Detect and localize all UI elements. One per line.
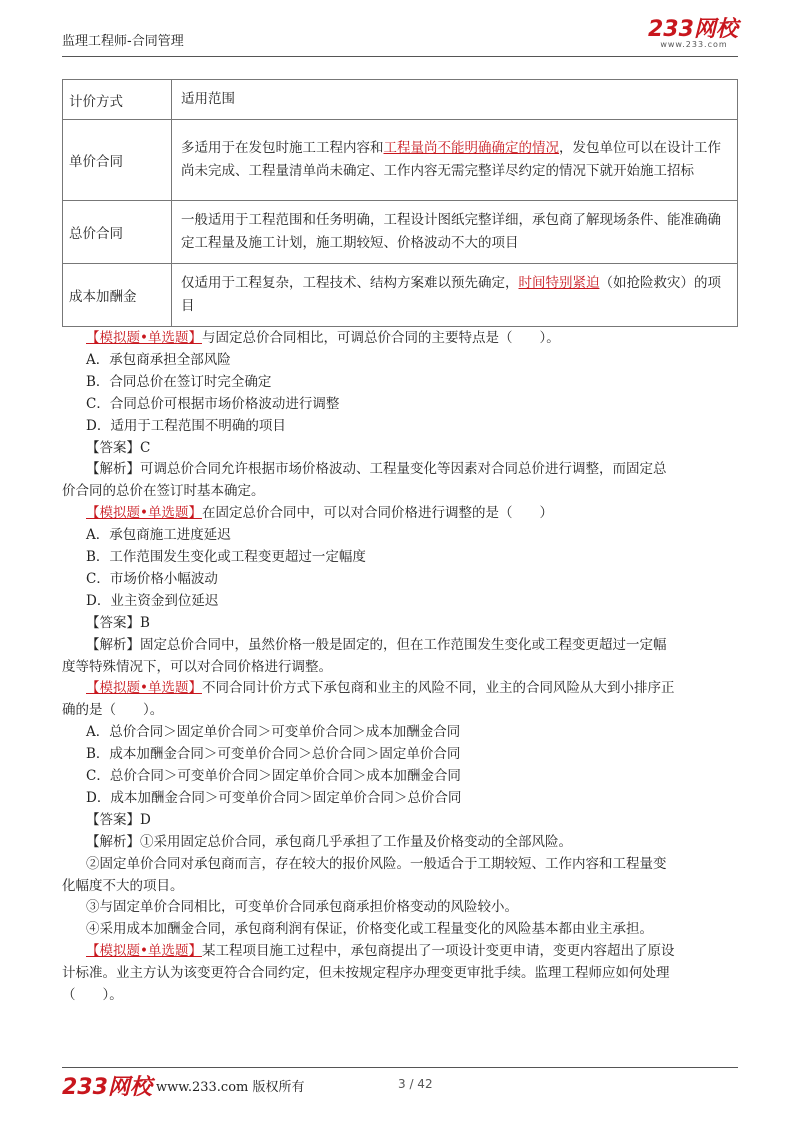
- question-tag: 【模拟题•单选题】: [86, 505, 202, 522]
- question-tag: 【模拟题•单选题】: [86, 680, 202, 697]
- text-line: [86, 545, 366, 565]
- brand-logo: [648, 18, 740, 54]
- text-line: [86, 830, 572, 850]
- text-line: [62, 983, 123, 1003]
- table-head-scope: 适用范围: [172, 80, 738, 120]
- line-text: 不同合同计价方式下承包商和业主的风险不同，业主的合同风险从大到小排序正: [201, 680, 675, 697]
- line-text: C．总价合同＞可变单价合同＞固定单价合同＞成本加酬金合同: [86, 768, 461, 784]
- row-content: 仅适用于工程复杂，工程技术、结构方案难以预先确定，时间特别紧迫（如抢险救灾）的项目: [172, 264, 738, 327]
- question-stem: [86, 326, 560, 346]
- line-text: 与固定总价合同相比，可调总价合同的主要特点是（ ）。: [201, 330, 560, 346]
- line-text: B．工作范围发生变化或工程变更超过一定幅度: [86, 549, 366, 565]
- row-label: 单价合同: [63, 120, 172, 201]
- line-text: 某工程项目施工过程中，承包商提出了一项设计变更申请，变更内容超出了原设: [201, 943, 675, 960]
- line-text: C．合同总价可根据市场价格波动进行调整: [86, 395, 340, 412]
- line-text: D．适用于工程范围不明确的项目: [86, 417, 286, 434]
- text-line: [62, 479, 265, 499]
- logo-text: 233网校: [648, 17, 738, 42]
- line-text: 价合同的总价在签订时基本确定。: [62, 483, 265, 500]
- text-line: [62, 655, 332, 675]
- table-row: [63, 120, 738, 201]
- row-label: 总价合同: [63, 201, 172, 264]
- question-tag: 【模拟题•单选题】: [86, 943, 202, 960]
- row-label: 成本加酬金: [63, 264, 172, 327]
- line-text: （ ）。: [62, 987, 123, 1003]
- line-text: A．承包商施工进度延迟: [86, 527, 231, 544]
- line-text: 【答案】D: [86, 811, 151, 828]
- text-line: [86, 917, 653, 937]
- text-line: [86, 742, 460, 762]
- footer-divider: [62, 1067, 738, 1068]
- header-title: 监理工程师-合同管理: [62, 34, 184, 49]
- table-header-row: [63, 80, 738, 120]
- question-tag: 【模拟题•单选题】: [86, 330, 202, 346]
- text-line: [86, 611, 150, 631]
- text-line: [86, 457, 667, 477]
- text-line: [86, 852, 667, 872]
- text-line: [86, 567, 218, 587]
- line-text: B．成本加酬金合同＞可变单价合同＞总价合同＞固定单价合同: [86, 746, 461, 763]
- text-line: [62, 961, 670, 981]
- question-stem: [86, 676, 674, 696]
- text-line: [86, 370, 271, 390]
- text-line: [86, 436, 150, 456]
- line-text: ④采用成本加酬金合同，承包商利润有保证，价格变化或工程量变化的风险基本都由业主承担。: [86, 921, 653, 938]
- text-line: [86, 786, 461, 806]
- table-row: [63, 264, 738, 327]
- row-content: 一般适用于工程范围和任务明确，工程设计图纸完整详细，承包商了解现场条件、能准确确定工程量及施工计划，施工期较短、价格波动不大的项目: [172, 201, 738, 264]
- pricing-method-table: [62, 79, 738, 327]
- table-row: [63, 201, 738, 264]
- text-line: [86, 523, 231, 543]
- question-stem: [86, 939, 674, 959]
- text-line: [86, 808, 151, 828]
- text-line: [86, 392, 339, 412]
- line-text: A．总价合同＞固定单价合同＞可变单价合同＞成本加酬金合同: [86, 724, 461, 741]
- text-line: [86, 720, 460, 740]
- line-text: ③与固定单价合同相比，可变单价合同承包商承担价格变动的风险较小。: [86, 899, 518, 916]
- text-line: [86, 895, 518, 915]
- line-text: B．合同总价在签订时完全确定: [86, 373, 272, 390]
- text-line: [86, 414, 286, 434]
- line-text: 确的是（ ）。: [62, 702, 164, 719]
- text-line: [62, 698, 163, 718]
- logo-url: www.233.com: [660, 40, 728, 49]
- line-text: 度等特殊情况下，可以对合同价格进行调整。: [62, 658, 332, 675]
- footer-copyright: www.233.com 版权所有: [156, 1080, 305, 1095]
- line-text: 【解析】可调总价合同允许根据市场价格波动、工程量变化等因素对合同总价进行调整，而固定总: [86, 461, 667, 478]
- line-text: C．市场价格小幅波动: [86, 570, 218, 587]
- line-text: 【解析】固定总价合同中，虽然价格一般是固定的，但在工作范围发生变化或工程变更超过一定幅: [86, 636, 667, 653]
- line-text: 化幅度不大的项目。: [62, 877, 184, 894]
- page-number: 3 / 42: [398, 1077, 433, 1091]
- highlight-text: 时间特别紧迫: [518, 275, 600, 291]
- table-head-method: 计价方式: [63, 80, 172, 120]
- question-stem: [86, 501, 553, 521]
- text-line: [86, 589, 218, 609]
- line-text: 在固定总价合同中，可以对合同价格进行调整的是（ ）: [201, 505, 553, 522]
- highlight-text: 工程量尚不能明确确定的情况: [383, 140, 559, 156]
- line-text: D．业主资金到位延迟: [86, 592, 219, 609]
- text-line: [86, 633, 667, 653]
- text-line: [86, 348, 231, 368]
- line-text: ②固定单价合同对承包商而言，存在较大的报价风险。一般适合于工期较短、工作内容和工程量变: [86, 855, 667, 872]
- footer-logo: 233网校: [62, 1075, 152, 1100]
- text-line: [86, 764, 461, 784]
- line-text: A．承包商承担全部风险: [86, 351, 231, 368]
- row-content: 多适用于在发包时施工工程内容和工程量尚不能明确确定的情况，发包单位可以在设计工作尚未完成、工程量清单尚未确定、工作内容无需完整详尽约定的情况下就开始施工招标: [172, 120, 738, 201]
- line-text: 计标准。业主方认为该变更符合合同约定，但未按规定程序办理变更审批手续。监理工程师应如何处理: [62, 965, 670, 982]
- line-text: 【答案】C: [86, 439, 151, 456]
- header-divider: [62, 56, 738, 57]
- line-text: 【答案】B: [86, 614, 150, 631]
- line-text: 【解析】①采用固定总价合同，承包商几乎承担了工作量及价格变动的全部风险。: [86, 833, 572, 850]
- line-text: D．成本加酬金合同＞可变单价合同＞固定单价合同＞总价合同: [86, 789, 462, 806]
- text-line: [62, 874, 184, 894]
